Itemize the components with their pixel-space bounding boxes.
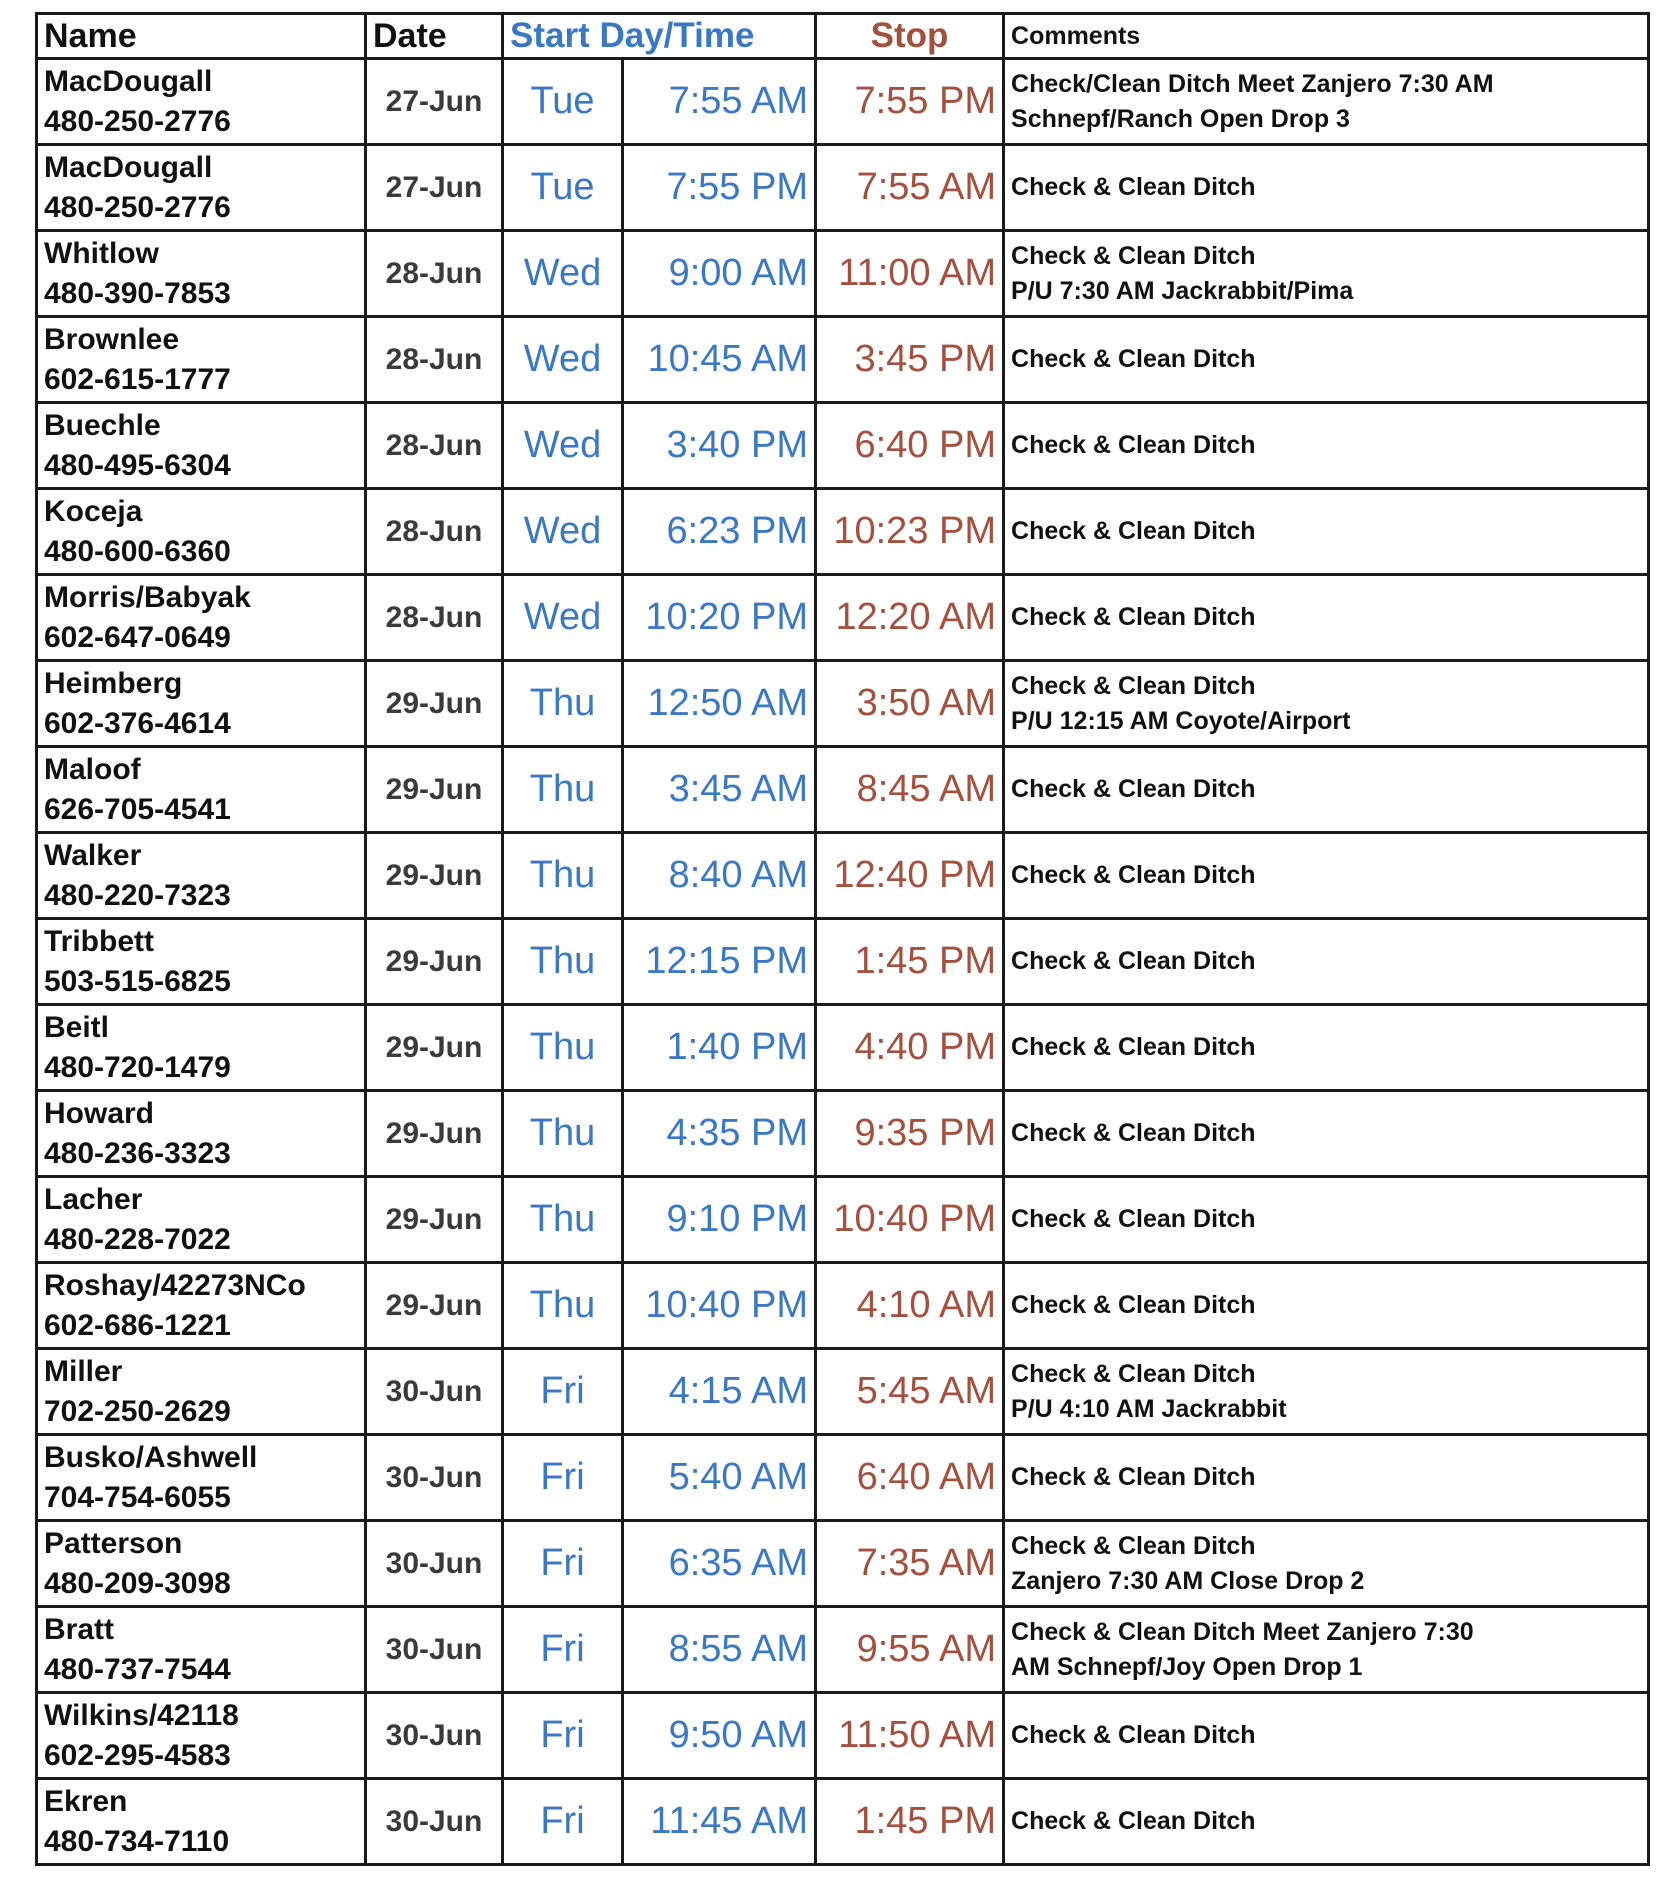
day-cell: Wed	[503, 403, 623, 489]
day-cell: Thu	[503, 1005, 623, 1091]
table-row	[37, 59, 1649, 145]
start-time-cell: 11:45 AM	[623, 1779, 816, 1865]
date-cell: 27-Jun	[366, 59, 503, 145]
name-cell	[37, 833, 366, 919]
day-cell: Fri	[503, 1779, 623, 1865]
stop-time-cell: 10:23 PM	[816, 489, 1004, 575]
schedule-table	[35, 12, 1650, 1866]
table-row	[37, 833, 1649, 919]
owner-phone: 480-390-7853	[44, 276, 231, 310]
owner-name: Howard	[44, 1096, 155, 1130]
name-cell	[37, 661, 366, 747]
comments-cell	[1004, 661, 1649, 747]
date-cell: 29-Jun	[366, 1177, 503, 1263]
owner-phone: 602-376-4614	[44, 706, 231, 740]
stop-time-cell: 6:40 PM	[816, 403, 1004, 489]
stop-time-cell: 11:50 AM	[816, 1693, 1004, 1779]
start-time-cell: 10:40 PM	[623, 1263, 816, 1349]
owner-phone: 480-228-7022	[44, 1222, 231, 1256]
table-row	[37, 1693, 1649, 1779]
comment-line-1: Check & Clean Ditch	[1011, 1721, 1256, 1749]
owner-phone: 602-615-1777	[44, 362, 231, 396]
owner-phone: 480-236-3323	[44, 1136, 231, 1170]
comment-line-2: P/U 12:15 AM Coyote/Airport	[1011, 706, 1351, 735]
owner-phone: 480-720-1479	[44, 1050, 231, 1084]
day-cell: Thu	[503, 661, 623, 747]
owner-phone: 480-220-7323	[44, 878, 231, 912]
comments-cell	[1004, 1091, 1649, 1177]
start-time-cell: 8:55 AM	[623, 1607, 816, 1693]
owner-phone: 602-295-4583	[44, 1738, 231, 1772]
start-time-cell: 12:15 PM	[623, 919, 816, 1005]
day-cell: Tue	[503, 59, 623, 145]
start-time-cell: 10:45 AM	[623, 317, 816, 403]
day-cell: Thu	[503, 747, 623, 833]
start-time-cell: 6:35 AM	[623, 1521, 816, 1607]
table-row	[37, 661, 1649, 747]
date-cell: 28-Jun	[366, 489, 503, 575]
date-cell: 30-Jun	[366, 1349, 503, 1435]
name-cell	[37, 1091, 366, 1177]
schedule-rows	[37, 59, 1649, 1865]
table-row	[37, 145, 1649, 231]
table-row	[37, 403, 1649, 489]
owner-phone: 602-647-0649	[44, 620, 231, 654]
table-row	[37, 919, 1649, 1005]
comment-line-1: Check & Clean Ditch	[1011, 1807, 1256, 1835]
table-row	[37, 575, 1649, 661]
name-cell	[37, 1693, 366, 1779]
date-cell: 29-Jun	[366, 1263, 503, 1349]
owner-name: Buechle	[44, 408, 161, 442]
owner-name: Wilkins/42118	[44, 1698, 239, 1732]
owner-name: Lacher	[44, 1182, 143, 1216]
comment-line-1: Check & Clean Ditch	[1011, 775, 1256, 803]
table-row	[37, 1349, 1649, 1435]
stop-time-cell: 7:55 PM	[816, 59, 1004, 145]
stop-time-cell: 1:45 PM	[816, 919, 1004, 1005]
comment-line-2: Zanjero 7:30 AM Close Drop 2	[1011, 1566, 1365, 1595]
comments-cell	[1004, 575, 1649, 661]
stop-time-cell: 5:45 AM	[816, 1349, 1004, 1435]
start-time-cell: 9:10 PM	[623, 1177, 816, 1263]
name-cell	[37, 1779, 366, 1865]
stop-time-cell: 7:55 AM	[816, 145, 1004, 231]
owner-phone: 503-515-6825	[44, 964, 231, 998]
name-cell	[37, 1263, 366, 1349]
comments-cell	[1004, 231, 1649, 317]
stop-time-cell: 4:10 AM	[816, 1263, 1004, 1349]
day-cell: Thu	[503, 1263, 623, 1349]
start-time-cell: 5:40 AM	[623, 1435, 816, 1521]
stop-time-cell: 11:00 AM	[816, 231, 1004, 317]
owner-name: Whitlow	[44, 236, 159, 270]
day-cell: Thu	[503, 833, 623, 919]
owner-name: Heimberg	[44, 666, 183, 700]
comment-line-1: Check & Clean Ditch	[1011, 947, 1256, 975]
table-row	[37, 1779, 1649, 1865]
start-time-cell: 8:40 AM	[623, 833, 816, 919]
comments-cell	[1004, 747, 1649, 833]
stop-time-cell: 7:35 AM	[816, 1521, 1004, 1607]
stop-time-cell: 1:45 PM	[816, 1779, 1004, 1865]
start-time-cell: 12:50 AM	[623, 661, 816, 747]
owner-name: Beitl	[44, 1010, 110, 1044]
name-cell	[37, 59, 366, 145]
comment-line-2: AM Schnepf/Joy Open Drop 1	[1011, 1652, 1363, 1681]
stop-time-cell: 3:50 AM	[816, 661, 1004, 747]
name-cell	[37, 489, 366, 575]
date-cell: 28-Jun	[366, 403, 503, 489]
name-cell	[37, 1607, 366, 1693]
start-time-cell: 10:20 PM	[623, 575, 816, 661]
day-cell: Wed	[503, 317, 623, 403]
owner-name: Busko/Ashwell	[44, 1440, 258, 1474]
table-row	[37, 1263, 1649, 1349]
owner-name: MacDougall	[44, 64, 213, 98]
start-time-cell: 3:45 AM	[623, 747, 816, 833]
comments-cell	[1004, 1005, 1649, 1091]
table-row	[37, 1005, 1649, 1091]
owner-phone: 480-250-2776	[44, 190, 231, 224]
date-cell: 28-Jun	[366, 317, 503, 403]
name-cell	[37, 747, 366, 833]
table-row	[37, 231, 1649, 317]
comments-cell	[1004, 59, 1649, 145]
comment-line-1: Check & Clean Ditch	[1011, 345, 1256, 373]
owner-name: MacDougall	[44, 150, 213, 184]
owner-name: Ekren	[44, 1784, 128, 1818]
comments-cell	[1004, 403, 1649, 489]
start-time-cell: 7:55 AM	[623, 59, 816, 145]
header-date: Date	[366, 14, 503, 59]
owner-phone: 480-495-6304	[44, 448, 231, 482]
comment-line-1: Check & Clean Ditch	[1011, 517, 1256, 545]
date-cell: 29-Jun	[366, 747, 503, 833]
comments-cell	[1004, 489, 1649, 575]
owner-name: Walker	[44, 838, 142, 872]
comment-line-1: Check & Clean Ditch	[1011, 1463, 1256, 1491]
day-cell: Tue	[503, 145, 623, 231]
start-time-cell: 1:40 PM	[623, 1005, 816, 1091]
stop-time-cell: 9:55 AM	[816, 1607, 1004, 1693]
owner-phone: 626-705-4541	[44, 792, 231, 826]
table-row	[37, 489, 1649, 575]
comment-line-1: Check & Clean Ditch	[1011, 1291, 1256, 1319]
stop-time-cell: 9:35 PM	[816, 1091, 1004, 1177]
header-name: Name	[37, 14, 366, 59]
comment-line-1: Check & Clean Ditch	[1011, 1531, 1256, 1560]
table-row	[37, 747, 1649, 833]
stop-time-cell: 12:40 PM	[816, 833, 1004, 919]
header-comments: Comments	[1004, 14, 1649, 59]
day-cell: Wed	[503, 231, 623, 317]
table-row	[37, 1607, 1649, 1693]
start-time-cell: 9:50 AM	[623, 1693, 816, 1779]
comments-cell	[1004, 317, 1649, 403]
day-cell: Fri	[503, 1521, 623, 1607]
name-cell	[37, 1521, 366, 1607]
date-cell: 30-Jun	[366, 1607, 503, 1693]
comment-line-1: Check & Clean Ditch	[1011, 671, 1256, 700]
irrigation-schedule-sheet	[35, 12, 1647, 1866]
name-cell	[37, 403, 366, 489]
name-cell	[37, 1435, 366, 1521]
comment-line-1: Check/Clean Ditch Meet Zanjero 7:30 AM	[1011, 69, 1494, 98]
header-start-day-time: Start Day/Time	[503, 14, 816, 59]
comment-line-1: Check & Clean Ditch Meet Zanjero 7:30	[1011, 1617, 1474, 1646]
day-cell: Wed	[503, 489, 623, 575]
table-row	[37, 1177, 1649, 1263]
name-cell	[37, 1349, 366, 1435]
day-cell: Wed	[503, 575, 623, 661]
comments-cell	[1004, 1263, 1649, 1349]
header-row	[37, 14, 1649, 59]
comments-cell	[1004, 1435, 1649, 1521]
owner-name: Morris/Babyak	[44, 580, 251, 614]
owner-name: Patterson	[44, 1526, 183, 1560]
comments-cell	[1004, 833, 1649, 919]
date-cell: 29-Jun	[366, 1091, 503, 1177]
day-cell: Fri	[503, 1435, 623, 1521]
comments-cell	[1004, 145, 1649, 231]
owner-name: Roshay/42273NCo	[44, 1268, 306, 1302]
comments-cell	[1004, 1693, 1649, 1779]
date-cell: 29-Jun	[366, 833, 503, 919]
stop-time-cell: 10:40 PM	[816, 1177, 1004, 1263]
comments-cell	[1004, 919, 1649, 1005]
comments-cell	[1004, 1607, 1649, 1693]
comments-cell	[1004, 1521, 1649, 1607]
owner-phone: 704-754-6055	[44, 1480, 231, 1514]
comment-line-1: Check & Clean Ditch	[1011, 861, 1256, 889]
date-cell: 29-Jun	[366, 919, 503, 1005]
comment-line-2: P/U 4:10 AM Jackrabbit	[1011, 1394, 1287, 1423]
comment-line-2: Schnepf/Ranch Open Drop 3	[1011, 104, 1350, 133]
date-cell: 30-Jun	[366, 1693, 503, 1779]
comments-cell	[1004, 1177, 1649, 1263]
stop-time-cell: 3:45 PM	[816, 317, 1004, 403]
comment-line-1: Check & Clean Ditch	[1011, 1359, 1256, 1388]
owner-phone: 702-250-2629	[44, 1394, 231, 1428]
comment-line-2: P/U 7:30 AM Jackrabbit/Pima	[1011, 276, 1354, 305]
start-time-cell: 9:00 AM	[623, 231, 816, 317]
owner-name: Koceja	[44, 494, 143, 528]
stop-time-cell: 6:40 AM	[816, 1435, 1004, 1521]
owner-name: Maloof	[44, 752, 141, 786]
table-row	[37, 1521, 1649, 1607]
date-cell: 30-Jun	[366, 1779, 503, 1865]
owner-phone: 602-686-1221	[44, 1308, 231, 1342]
comment-line-1: Check & Clean Ditch	[1011, 173, 1256, 201]
stop-time-cell: 4:40 PM	[816, 1005, 1004, 1091]
owner-name: Miller	[44, 1354, 123, 1388]
start-time-cell: 3:40 PM	[623, 403, 816, 489]
stop-time-cell: 8:45 AM	[816, 747, 1004, 833]
table-row	[37, 317, 1649, 403]
owner-name: Brownlee	[44, 322, 180, 356]
name-cell	[37, 1177, 366, 1263]
name-cell	[37, 145, 366, 231]
date-cell: 27-Jun	[366, 145, 503, 231]
name-cell	[37, 317, 366, 403]
owner-phone: 480-734-7110	[44, 1824, 230, 1858]
owner-phone: 480-250-2776	[44, 104, 231, 138]
name-cell	[37, 1005, 366, 1091]
name-cell	[37, 231, 366, 317]
date-cell: 29-Jun	[366, 661, 503, 747]
name-cell	[37, 919, 366, 1005]
comment-line-1: Check & Clean Ditch	[1011, 1033, 1256, 1061]
comments-cell	[1004, 1349, 1649, 1435]
date-cell: 30-Jun	[366, 1521, 503, 1607]
name-cell	[37, 575, 366, 661]
start-time-cell: 7:55 PM	[623, 145, 816, 231]
day-cell: Thu	[503, 1177, 623, 1263]
owner-phone: 480-209-3098	[44, 1566, 231, 1600]
date-cell: 30-Jun	[366, 1435, 503, 1521]
owner-name: Tribbett	[44, 924, 154, 958]
stop-time-cell: 12:20 AM	[816, 575, 1004, 661]
day-cell: Fri	[503, 1693, 623, 1779]
day-cell: Thu	[503, 919, 623, 1005]
start-time-cell: 4:35 PM	[623, 1091, 816, 1177]
day-cell: Fri	[503, 1349, 623, 1435]
start-time-cell: 4:15 AM	[623, 1349, 816, 1435]
owner-name: Bratt	[44, 1612, 115, 1646]
comment-line-1: Check & Clean Ditch	[1011, 241, 1256, 270]
day-cell: Thu	[503, 1091, 623, 1177]
date-cell: 28-Jun	[366, 575, 503, 661]
header-stop: Stop	[816, 14, 1004, 59]
comments-cell	[1004, 1779, 1649, 1865]
table-row	[37, 1435, 1649, 1521]
table-row	[37, 1091, 1649, 1177]
owner-phone: 480-737-7544	[44, 1652, 231, 1686]
day-cell: Fri	[503, 1607, 623, 1693]
comment-line-1: Check & Clean Ditch	[1011, 1119, 1256, 1147]
owner-phone: 480-600-6360	[44, 534, 231, 568]
comment-line-1: Check & Clean Ditch	[1011, 431, 1256, 459]
date-cell: 29-Jun	[366, 1005, 503, 1091]
start-time-cell: 6:23 PM	[623, 489, 816, 575]
comment-line-1: Check & Clean Ditch	[1011, 603, 1256, 631]
comment-line-1: Check & Clean Ditch	[1011, 1205, 1256, 1233]
date-cell: 28-Jun	[366, 231, 503, 317]
